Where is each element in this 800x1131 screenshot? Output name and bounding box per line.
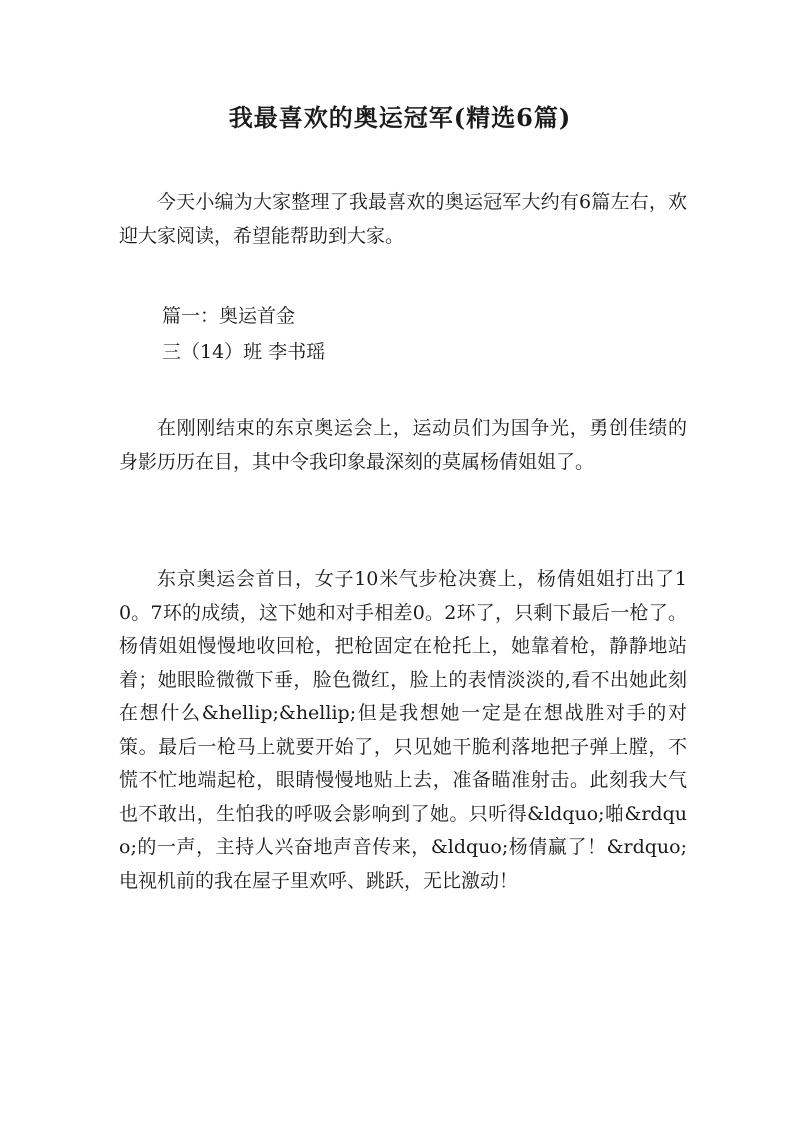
intro-paragraph: 今天小编为大家整理了我最喜欢的奥运冠军大约有6篇左右，欢迎大家阅读，希望能帮助到大家。	[119, 191, 687, 247]
author-line: 三（14）班 李书瑶	[162, 341, 326, 363]
body-paragraph-1: 在刚刚结束的东京奥运会上，运动员们为国争光，勇创佳绩的身影历历在目，其中令我印象最深刻的莫属杨倩姐姐了。	[119, 417, 687, 473]
body-paragraph-2: 东京奥运会首日，女子10米气步枪决赛上，杨倩姐姐打出了10。7环的成绩，这下她和对手相差0。2环了，只剩下最后一枪了。杨倩姐姐慢慢地收回枪，把枪固定在枪托上，她靠着枪，静静地站着；她眼睑微微下垂，脸色微红，脸上的表情淡淡的,看不出她此刻在想什么&hellip;&hellip;但是我想她一定是在想战胜对手的对策。最后一枪马上就要开始了，只见她干脆利落地把子弹上膛，不慌不忙地端起枪，眼睛慢慢地贴上去，准备瞄准射击。此刻我大气也不敢出，生怕我的呼吸会影响到了她。只听得&ldquo;啪&rdquo;的一声，主持人兴奋地声音传来，&ldquo;杨倩赢了！&rdquo;电视机前的我在屋子里欢呼、跳跃，无比激动！	[119, 568, 687, 892]
section-heading: 篇一：奥运首金	[162, 305, 296, 327]
document-title: 我最喜欢的奥运冠军(精选6篇)	[228, 103, 572, 132]
